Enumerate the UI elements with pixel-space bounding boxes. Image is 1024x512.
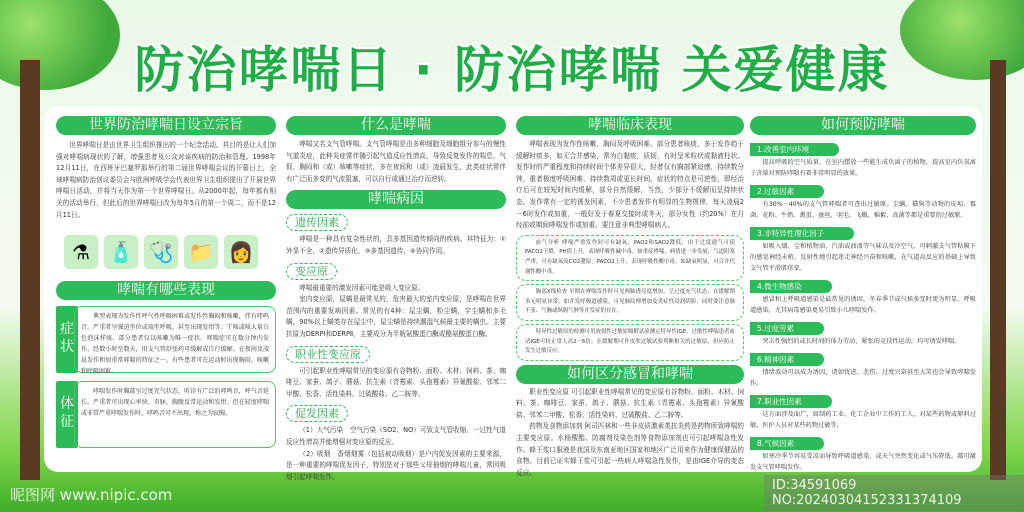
icon-row [64,235,276,269]
blood-gas-text: 血气分析 哮喘严重发作时可有缺氧，PAO2和SAO2降低，由于过度通气可使PACO2下降，PH值上升，表现呼吸性碱中毒。如重症哮喘，病情进一步发展，气道阻塞严重，可有缺氧及CO2潴留，PACO2上升，表现呼吸性酸中毒。如缺氧明显，可合并代谢性酸中毒。 [525,239,735,275]
tag-occupational: 职业性变应原 [286,346,370,363]
tag-genetic: 遗传因素 [286,214,348,231]
genetic-text: 哮喘是一种具有复杂性状的，具多基因遗传倾向的疾病。其特征为：①外显不全，②遗传异质化，③多基因遗传，④协同作用。 [286,235,506,255]
prevention-item [750,274,976,316]
allergen-text: 室内变应原，屋螨是最常见的，危害最大的室内变应原，是哮喘在世界范围内的重要发病因素。常见的有4种：屋尘螨，粉尘螨，宇尘螨和多毛螨。90%以上螨类存在屋尘中，屋尘螨是持续潮湿气候最主要的螨虫。主要抗原为DERPI和DERPⅡ，主要成分为半胱氨酸蛋白酶或酪氨酸蛋白酶。 [286,295,506,338]
prevention-label: 2.过敏因素 [750,185,824,198]
heading-prevention: 如何预防哮喘 [750,116,976,135]
tree-trunk [990,60,1006,480]
distinguish-text-1: 职业性变应原 可引起职业性哮喘常见的变应原有谷物粉、面粉、木材、饲料、茶、咖啡豆、家蚕、鸽子、蘑菇、抗生素（青霉素、头孢霉素）异氰酸盐、邻苯二甲酸、松香、活性染料、过硫酸盐、乙二胺等。 [516,387,744,419]
prevention-item [750,221,976,274]
heading-cold-vs-asthma: 如何区分感冒和哮喘 [516,365,744,384]
page-title: 防治哮喘日 · 防治哮喘 关爱健康 [134,41,890,99]
xray-text: 胸部X线检查 早期在哮喘发作时可见两肺透亮度增加，呈过度充气状态；在缓解期多无明显异常。如并发呼吸道感染，可见肺纹理增加及炎症性浸润阴影。同时要注意肺不张、气胸或纵隔气肿等并发症的存在。 [525,289,735,315]
tree-trunk [20,60,40,480]
column-2 [286,116,506,483]
prevention-item [750,431,976,473]
heading-purpose: 世界防治哮喘日设立宗旨 [56,116,276,135]
stethoscope-icon: 🩺 [144,235,178,269]
purpose-text: 世界哮喘日是由世界卫生组织推出的一个纪念活动。其目的是让人们加强对哮喘病现状的了解，增强患者及公众对该疾病的防治和管理。1998年12月11日，在西班牙巴塞罗那举行的第二届世界哮喘会议的开幕日上，全球哮喘病防治创议委员会与欧洲呼吸学会代表世界卫生组织提出了开展世界哮喘日活动，并将当天作为第一个世界哮喘日。从2000年起，每年都有相关的活动举行，但此后的世界哮喘日改为每年5月的第一个周二，而不是12月11日。 [56,141,276,219]
prevention-label: 6.精神因素 [750,353,824,366]
heading-causes: 哮喘病因 [286,190,506,209]
prevention-item [750,179,976,221]
prevention-item [750,316,976,347]
heading-clinical: 哮喘临床表现 [516,116,744,135]
prevention-text: 感冒和上呼吸道感染是最常见的诱因，冬春季节或气候多变时更为明显。呼吸道感染，尤其病毒感染更易引致小儿哮喘发作。 [750,296,976,314]
ige-text: 特异性过敏原的检测可用放射性过敏原吸附试验测定特异性IGE，过敏性哮喘患者血清IGE可较正常人高2－6倍。在缓解期可作皮肤过敏试验判断相关的过敏原，但应防止发生过敏反应。 [525,328,735,355]
prevention-label: 5.过度劳累 [750,322,824,335]
ige-box [516,324,744,361]
clinical-text: 哮喘表现为发作性咳嗽、胸闷及呼吸困难。部分患者咳痰，多于发作趋于缓解时痰多，如无合并感染，常为白黏痰，质韧，有时呈米粒状或黏液柱状。发作时的严重程度和持续时间个体差异很大，轻者仅有胸部紧迫感，持续数分钟，重者极度呼吸困难，持续数周或更长时间。症状的特点是可逆性，即经治疗后可在较短时间内缓解，部分自然缓解，当然，少部分不缓解而呈持续状态。发作常有一定的诱发因素，不少患者发作有明显的生物规律，每天凌晨2－6时发作或加重，一般好发于春夏交接时或冬天，部分女性（约20%）在月经前或期间哮喘发作或加重。要注意非典型哮喘病人。 [516,140,744,230]
watermark-url: www.nipic.com [59,486,173,504]
signs-text: 哮喘发作时胸部呈过度充气状态，听诊有广泛的哮鸣音，呼气音延长。严重者可出现心率快、奇脉、胸腹反常运动和发绀。但在轻度哮喘或非常严重哮喘发作时，哮鸣音可不出现，称之为寂胸。 [81,388,269,418]
column-4 [750,116,976,473]
prevention-label: 1.改善室内环境 [750,143,839,156]
signs-label: 体征 [56,381,78,448]
medicine-bottle-icon: 🧴 [104,235,138,269]
prevention-label: 3.非特异性理化因子 [750,227,854,240]
symptoms-box [56,306,276,376]
prevention-text: 如吸入烟、尘和植物油、汽油或油漆等气味以及冷空气，可刺激支气管粘膜下的感觉神经末梢，反射性地引起迷走神经兴奋和咳嗽，在气道高反应的基础上导致支气管平滑肌痉挛。 [750,243,976,272]
what-is-text: 哮喘又名支气管哮喘。支气管哮喘是由多种细胞及细胞组分参与的慢性气道炎症，此种炎症常伴随引起气道反应性增高，导致反复发作的喘息、气促、胸闷和（或）咳嗽等症状，多在夜间和（或）凌晨发生，此类症状常伴有广泛而多变的气流阻塞，可以自行或通过治疗而逆转。 [286,140,506,183]
watermark-logo-text: 昵图网 [10,486,56,504]
blood-gas-box [516,235,744,281]
prevention-list [750,137,976,473]
column-1 [56,116,276,448]
tag-allergen: 变应原 [286,263,337,280]
allergen-intro: 哮喘最重要的激发因素可能是吸入变应原。 [299,283,425,292]
nurse-icon: 👩 [224,235,258,269]
prevention-text: 提高呼吸的空气质量，在室内摆放一些能生成负离子的植物，提高室内负氧离子含量对预防哮喘有着非常明显的效果。 [750,159,976,177]
tag-triggers: 促发因素 [286,405,348,422]
prevention-label: 4.微生物感染 [750,280,832,293]
smoking-text: （2）吸烟 香烟烟雾（包括被动吸烟）是户内促发因素的主要来源，是一种重要的哮喘促发因子，特别是对于那些父母抽烟的哮喘儿童，常因吸烟引起哮喘发作。 [286,449,506,481]
prevention-label: 7.职业性因素 [750,395,832,408]
lab-flask-icon: ⚗ [64,235,98,269]
watermark-logo [10,484,172,505]
prevention-text: 这方面涉及面广，如制药工业、化工企业中工作的工人，对某些药物或原料过敏，医护人员对某些药物过敏等。 [750,411,976,429]
prevention-item [750,389,976,431]
prevention-label: 8.气候因素 [750,437,824,450]
occupational-text: 可引起职业性哮喘常见的变应原有谷物粉、面粉、木材、饲料、茶、咖啡豆、家蚕、鸽子、蘑菇、抗生素（青霉素、头孢霉素）异氰酸盐、邻苯二甲酸、松香、活性染料、过硫酸盐、乙二胺等。 [286,366,506,398]
prevention-text: 情绪波动可以成为诱因，诸如忧虑、悲伤、过度兴奋甚至大笑也会导致哮喘发作。 [750,369,976,387]
heading-what-is-asthma: 什么是哮喘 [286,116,506,135]
distinguish-text-2: 药物及食物添加剂 阿司匹林和一些非皮质激素类抗炎药是药物所致哮喘的主要变应原。水杨酸酯、防腐剂及染色剂等食物添加剂也可引起哮喘急性发作。蜂王浆口服液是我国及东南亚地区国家和地区广泛用来作为健康保健品的食物。目前已证实蜂王浆可引起一些病人哮喘急性发作，是由IGE介导的变态反应。 [516,422,744,477]
prevention-item [750,347,976,389]
watermark-id: ID:34591069 NO:20240304152331374109 [764,475,1024,511]
prevention-item [750,137,976,179]
symptoms-label: 症状 [56,306,78,373]
medical-folder-icon: 📁 [184,235,218,269]
symptoms-text: 典型表现为发作性呼气性呼吸困难或发作性胸闷和咳嗽，伴有哮鸣音。严重者呈强迫坐位或端坐呼吸，甚至出现发绀等；干咳或咳大量白色泡沫样痰。部分患者仅以咳嗽为唯一症状。哮喘症可在数分钟内发作，经数小时至数天，用支气管舒张药可缓解或自行缓解。在夜间及凌晨发作和加重常哮喘的特征之一。有些患者可在运动时出现胸闷、咳嗽和呼吸困难。 [81,313,269,376]
prevention-text: 如寒冷季节容易受凉而导致呼吸道感染，或天气突然变化或气压降低，都可激发支气管哮喘发作。 [750,453,976,471]
signs-box [56,381,276,448]
heading-symptoms: 哮喘有哪些表现 [56,281,276,300]
prevention-text: 突击性强烈的或长时间的体力劳动，紧张的竞技性运动，均可诱发哮喘。 [762,338,961,345]
pollution-text: （1）大气污染 空气污染（SO2、NO）可致支气管收缩、一过性气道反应性增高并能增强对变应原的反应。 [286,426,506,446]
prevention-text: 有30%－40%的支气管哮喘者可查出过敏原。尘螨、猫狗等动物的皮垢、霉菌、花粉、牛奶、禽蛋、蚕丝、羽毛、飞蛾、棉絮、真菌等都是重要的过敏原。 [750,201,976,219]
column-3 [516,116,744,479]
xray-box [516,284,744,321]
